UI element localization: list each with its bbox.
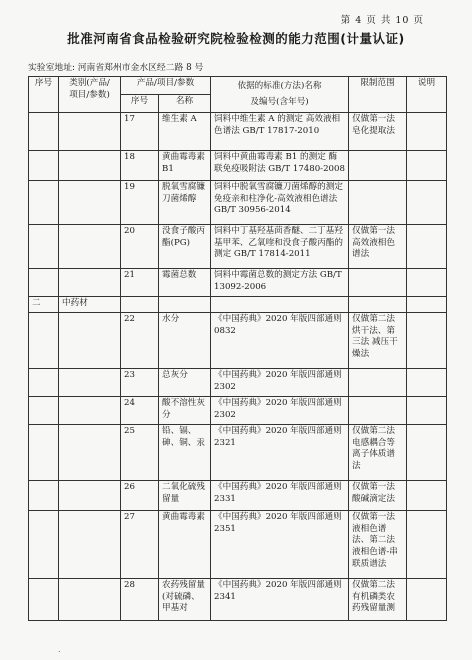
cell-seq [29, 396, 59, 424]
header-limit: 限制范围 [349, 77, 407, 113]
row-name: 黄曲霉毒素 [159, 510, 211, 578]
row-limit [349, 268, 407, 296]
table-header-row [29, 77, 447, 95]
row-seq: 20 [121, 224, 159, 268]
cell-seq [29, 312, 59, 368]
row-limit [349, 368, 407, 396]
row-seq: 27 [121, 510, 159, 578]
cell-category [59, 578, 121, 620]
row-seq: 26 [121, 480, 159, 510]
row-limit [349, 396, 407, 424]
row-limit: 仅做第一法高效液相色谱法 [349, 224, 407, 268]
row-limit [349, 180, 407, 224]
row-note [407, 150, 447, 180]
header-standard [211, 77, 349, 113]
header-note: 说明 [407, 77, 447, 113]
row-note [407, 396, 447, 424]
row-limit [349, 150, 407, 180]
header-standard-line1: 依据的标准(方法)名称 [237, 81, 322, 91]
section-label: 中药材 [59, 296, 121, 312]
row-limit: 仅做第一法酸碱滴定法 [349, 480, 407, 510]
row-name: 二氧化硫残留量 [159, 480, 211, 510]
row-name: 铅、镉、砷、铜、汞 [159, 424, 211, 480]
table-row [29, 368, 447, 396]
cell-empty [407, 296, 447, 312]
cell-category [59, 312, 121, 368]
row-standard: 饲料中霉菌总数的测定方法 GB/T 13092-2006 [211, 268, 349, 296]
row-standard: 饲料中维生素 A 的测定 高效液相色谱法 GB/T 17817-2010 [211, 112, 349, 150]
row-seq: 18 [121, 150, 159, 180]
row-limit: 仅做第一法皂化提取法 [349, 112, 407, 150]
row-note [407, 268, 447, 296]
row-seq: 28 [121, 578, 159, 620]
table-row [29, 578, 447, 620]
row-name: 维生素 A [159, 112, 211, 150]
row-standard: 饲料中脱氧雪腐镰刀菌烯醇的测定 免疫亲和柱净化-高效液相色谱法 GB/T 30956-2014 [211, 180, 349, 224]
section-row [29, 296, 447, 312]
row-standard: 《中国药典》2020 年版四部通则 2351 [211, 510, 349, 578]
cell-category [59, 180, 121, 224]
header-sub-seq: 序号 [121, 94, 159, 112]
row-name: 酸不溶性灰分 [159, 396, 211, 424]
cell-seq [29, 578, 59, 620]
row-name: 总灰分 [159, 368, 211, 396]
row-seq: 24 [121, 396, 159, 424]
cell-seq [29, 368, 59, 396]
row-limit: 仅做第一法液相色谱法、第二法液相色谱-串联质谱法 [349, 510, 407, 578]
cell-category [59, 368, 121, 396]
cell-empty [159, 296, 211, 312]
table-row [29, 480, 447, 510]
row-limit: 仅做第二法有机磷类农药残留量测 [349, 578, 407, 620]
cell-seq [29, 510, 59, 578]
row-note [407, 424, 447, 480]
table-row [29, 510, 447, 578]
lab-address: 实验室地址: 河南省郑州市金水区经二路 8 号 [28, 63, 204, 73]
row-seq: 19 [121, 180, 159, 224]
row-standard: 《中国药典》2020 年版四部通则 2321 [211, 424, 349, 480]
cell-category [59, 150, 121, 180]
row-standard: 《中国药典》2020 年版四部通则 2331 [211, 480, 349, 510]
row-name: 没食子酸丙酯(PG) [159, 224, 211, 268]
row-seq: 25 [121, 424, 159, 480]
page-indicator: 第 4 页 共 10 页 [340, 15, 424, 26]
row-name: 霉菌总数 [159, 268, 211, 296]
row-note [407, 224, 447, 268]
row-standard: 《中国药典》2020 年版四部通则 2341 [211, 578, 349, 620]
row-note [407, 510, 447, 578]
header-category-line2: 项目/参数) [69, 89, 110, 100]
cell-category [59, 224, 121, 268]
row-seq: 21 [121, 268, 159, 296]
row-seq: 17 [121, 112, 159, 150]
row-standard: 《中国药典》2020 年版四部通则 2302 [211, 368, 349, 396]
table-row [29, 268, 447, 296]
header-standard-line2: 及编号(含年号) [250, 97, 309, 108]
cell-category [59, 268, 121, 296]
cell-category [59, 112, 121, 150]
row-note [407, 312, 447, 368]
cell-seq [29, 268, 59, 296]
table-row [29, 112, 447, 150]
row-note [407, 112, 447, 150]
footer-mark: . [58, 645, 61, 654]
row-standard: 饲料中黄曲霉毒素 B1 的测定 酶联免疫吸附法 GB/T 17480-2008 [211, 150, 349, 180]
row-note [407, 480, 447, 510]
row-name: 脱氧雪腐镰刀菌烯醇 [159, 180, 211, 224]
cell-category [59, 424, 121, 480]
capability-table [28, 76, 447, 621]
table-row [29, 224, 447, 268]
row-name: 水分 [159, 312, 211, 368]
table-row [29, 180, 447, 224]
cell-empty [121, 296, 159, 312]
section-seq: 二 [29, 296, 59, 312]
row-seq: 22 [121, 312, 159, 368]
table-row [29, 312, 447, 368]
table-row [29, 396, 447, 424]
row-note [407, 578, 447, 620]
row-limit: 仅做第二法电感耦合等离子体质谱法 [349, 424, 407, 480]
document-title: 批准河南省食品检验研究院检验检测的能力范围(计量认证) [67, 31, 405, 46]
row-name: 农药残留量(对硫磷、甲基对 [159, 578, 211, 620]
cell-category [59, 510, 121, 578]
cell-seq [29, 480, 59, 510]
header-product-group: 产品/项目/参数 [121, 77, 211, 95]
row-standard: 《中国药典》2020 年版四部通则 2302 [211, 396, 349, 424]
cell-empty [349, 296, 407, 312]
cell-seq [29, 424, 59, 480]
cell-seq [29, 180, 59, 224]
table-row [29, 150, 447, 180]
table-row [29, 424, 447, 480]
cell-seq [29, 224, 59, 268]
cell-seq [29, 150, 59, 180]
row-standard: 饲料中丁基羟基茴香醚、二丁基羟基甲苯、乙氧喹和没食子酸丙酯的测定 GB/T 17814-2011 [211, 224, 349, 268]
header-name: 名称 [159, 94, 211, 112]
cell-category [59, 396, 121, 424]
row-name: 黄曲霉毒素B1 [159, 150, 211, 180]
header-category-line1: 类别(产品/ [69, 78, 110, 88]
cell-seq [29, 112, 59, 150]
row-limit: 仅做第二法烘干法、第三法 减压干燥法 [349, 312, 407, 368]
row-seq: 23 [121, 368, 159, 396]
header-seq: 序号 [29, 77, 59, 113]
row-standard: 《中国药典》2020 年版四部通则 0832 [211, 312, 349, 368]
cell-empty [211, 296, 349, 312]
row-note [407, 180, 447, 224]
header-category [59, 77, 121, 113]
cell-category [59, 480, 121, 510]
row-note [407, 368, 447, 396]
